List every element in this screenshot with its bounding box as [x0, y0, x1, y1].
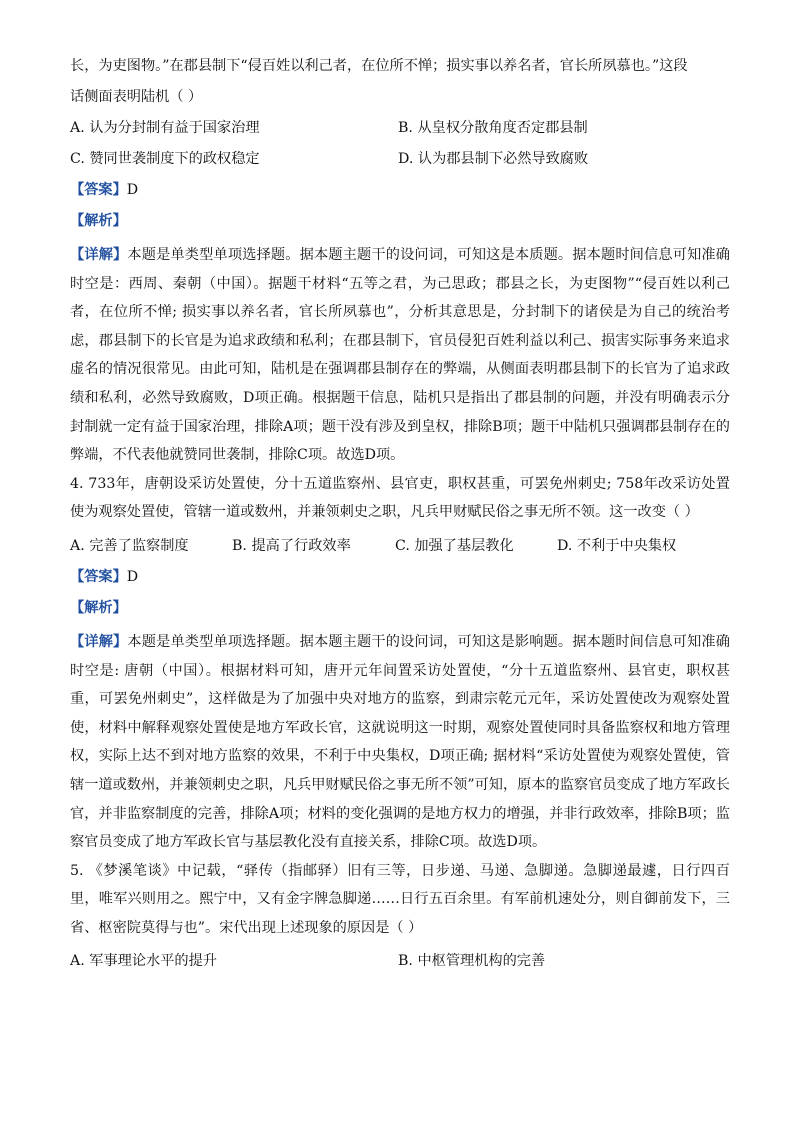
- q3-options-row2: [70, 149, 730, 170]
- analysis-label: 【解析】: [70, 213, 127, 229]
- q4-option-a: A. 完善了监察制度: [70, 537, 189, 554]
- q4-detail-text: 本题是单类型单项选择题。据本题主题干的设问词，可知这是影响题。据本题时间信息可知准确时空是: 唐朝（中国）。根据材料可知，唐开元年间置采访处置使，“分十五道监察州、县官吏，职权甚重，可罢免州刺史”，这样做是为了加强中央对地方的监察，到肃宗乾元元年，采访处置使改为观察处置使，材料中解释观察处置使是地方军政长官，这就说明这一时期，观察处置使同时具备监察权和地方管理权，实际上达不到对地方监察的效果，不利于中央集权，D项正确; 据材料“采访处置使为观察处置使，管辖一道或数州，并兼领刺史之职，凡兵甲财赋民俗之事无所不领”可知，原本的监察官员变成了地方军政长官，并非监察制度的完善，排除A项；材料的变化强调的是地方权力的增强，并非行政效率，排除B项；监察官员变成了地方军政长官与基层教化没有直接关系，排除C项。故选D项。: [70, 633, 730, 851]
- q3-stem-line2: 话侧面表明陆机（ ）: [70, 89, 203, 105]
- q3-detail-text: 本题是单类型单项选择题。据本题主题干的设问词，可知这是本质题。据本题时间信息可知准确时空是：西周、秦朝（中国）。据题干材料“五等之君，为己思政；郡县之长，为吏图物”“侵百姓以利己者，在位所不惮; 损实事以养名者，官长所夙慕也”，分析其意思是，分封制下的诸侯是为自己的统治考虑，郡县制下的长官是为追求政绩和私利；在郡县制下，官员侵犯百姓利益以利己、损害实际事务来追求虚名的情况很常见。由此可知，陆机是在强调郡县制存在的弊端，从侧面表明郡县制下的长官为了追求政绩和私利，必然导致腐败，D项正确。根据题干信息，陆机只是指出了郡县制的问题，并没有明确表示分封制就一定有益于国家治理，排除A项；题干没有涉及到皇权，排除B项；题干中陆机只强调郡县制存在的弊端，不代表他就赞同世袭制，排除C项。故选D项。: [70, 247, 730, 464]
- q3-option-c: C. 赞同世袭制度下的政权稳定: [70, 151, 260, 167]
- q4-option-c: C. 加强了基层教化: [395, 537, 514, 554]
- q3-answer: [70, 180, 730, 201]
- q3-stem-line1: 长，为吏图物。”在郡县制下“侵百姓以利己者，在位所不惮；损实事以养名者，官长所夙慕也。”这段: [70, 58, 688, 74]
- q4-option-d: D. 不利于中央集权: [557, 537, 677, 554]
- q3-option-a: A. 认为分封制有益于国家治理: [70, 120, 260, 136]
- q3-option-b: B. 从皇权分散角度否定郡县制: [398, 120, 588, 136]
- q4-answer-value: D: [126, 568, 139, 585]
- q3-analysis-heading: [70, 211, 730, 232]
- analysis-label: 【解析】: [70, 599, 127, 616]
- q5-options-row1: [70, 951, 730, 972]
- answer-label: 【答案】: [70, 568, 127, 585]
- detail-label: 【详解】: [70, 247, 128, 263]
- q3-options-row1: [70, 118, 730, 139]
- q5-stem: 5. 《梦溪笔谈》中记载，“驿传（指邮驿）旧有三等，日步递、马递、急脚递。急脚递最遽，日行四百里，唯军兴则用之。熙宁中，又有金字牌急脚递……日行五百余里。有军前机速处分，则自御前发下，三省、枢密院莫得与也”。宋代出现上述现象的原因是（ ）: [70, 862, 730, 936]
- q4-option-b: B. 提高了行政效率: [232, 537, 351, 554]
- q4-options-row: [70, 536, 730, 557]
- q5-option-b: B. 中枢管理机构的完善: [398, 953, 546, 970]
- q4-analysis-heading: [70, 598, 730, 619]
- detail-label: 【详解】: [70, 633, 128, 650]
- q5-option-a: A. 军事理论水平的提升: [70, 953, 217, 970]
- q3-option-d: D. 认为郡县制下必然导致腐败: [398, 151, 589, 167]
- q4-detail: [70, 628, 730, 857]
- document-page: [70, 56, 730, 972]
- answer-label: 【答案】: [70, 182, 127, 198]
- q3-detail: [70, 241, 730, 470]
- q4-answer: [70, 567, 730, 588]
- q4-stem: 4. 733年，唐朝设采访处置使，分十五道监察州、县官吏，职权甚重，可罢免州刺史; 758年改采访处置使为观察处置使，管辖一道或数州，并兼领刺史之职，凡兵甲财赋民俗之事无所不领。这一改变（ ）: [70, 475, 730, 521]
- q3-answer-value: D: [126, 182, 139, 198]
